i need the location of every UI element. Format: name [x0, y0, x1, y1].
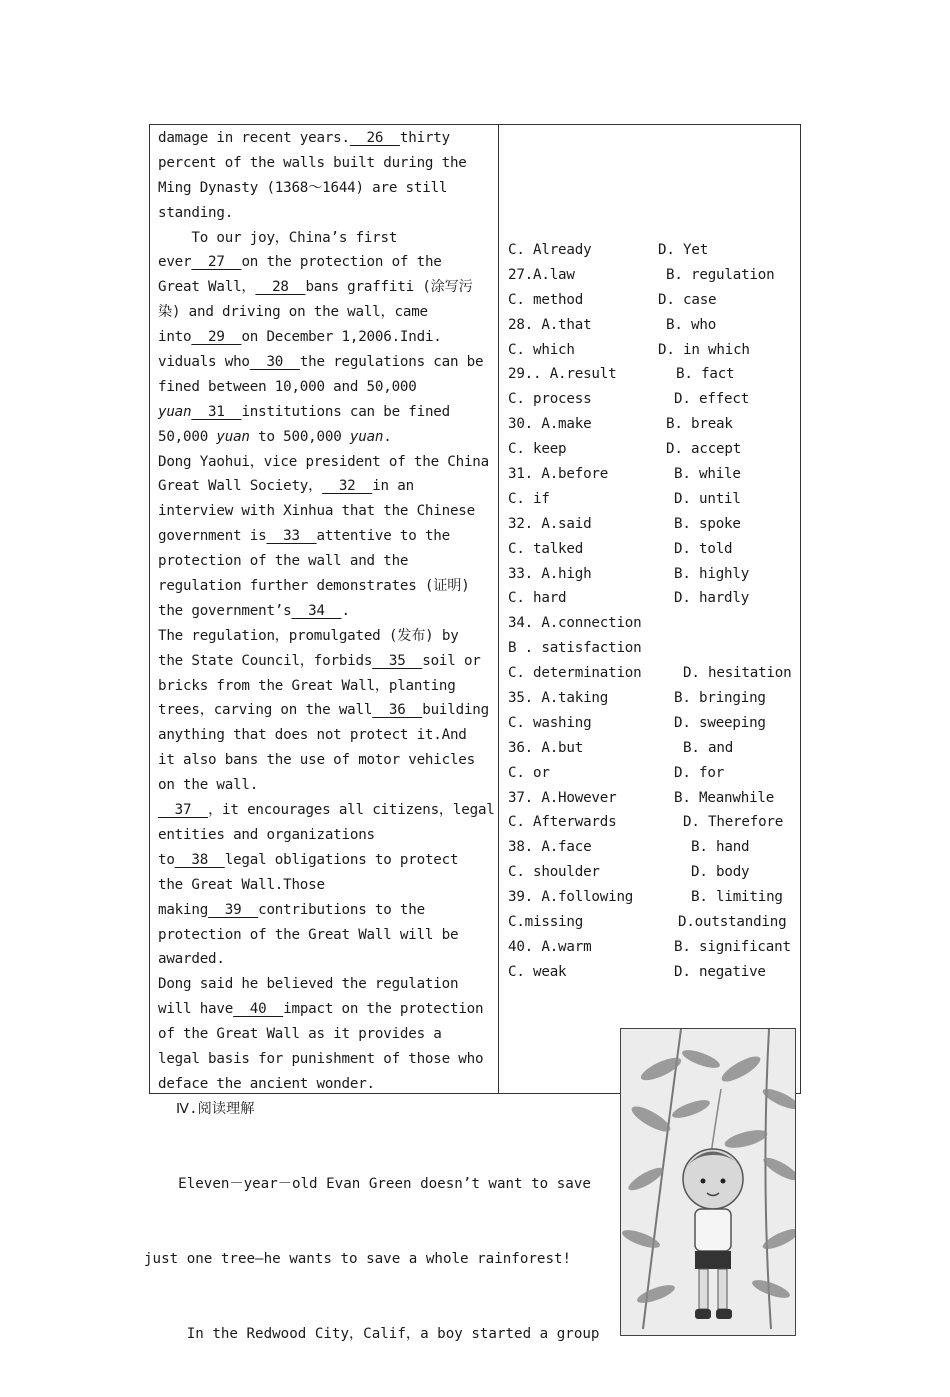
option-row: [508, 611, 798, 636]
option-choice: B. and: [683, 739, 734, 756]
italic-term: yuan: [216, 428, 250, 445]
option-choice: 38. A.face: [508, 839, 592, 856]
option-choice: D. told: [674, 540, 733, 557]
passage-text: bricks from the Great Wall，planting: [158, 677, 456, 694]
passage-line: [158, 1072, 494, 1097]
passage-text: on the protection of the: [241, 254, 442, 271]
blank-number: 36: [372, 702, 423, 719]
passage-text: impact on the protection: [283, 1001, 484, 1018]
passage-line: [158, 599, 494, 624]
passage-text: regulation further demonstrates (证明): [158, 578, 470, 595]
option-choice: D. until: [674, 490, 741, 507]
option-choice: D. Yet: [658, 242, 709, 258]
option-row: [508, 786, 798, 811]
passage-text: Dong Yaohui，vice president of the China: [158, 453, 489, 470]
option-row: [508, 562, 798, 587]
passage-line: [158, 748, 494, 773]
passage-line: [158, 823, 494, 848]
option-row: [508, 835, 798, 860]
option-choice: D. accept: [666, 441, 742, 458]
passage-text: .: [341, 602, 350, 619]
option-row: [508, 960, 798, 985]
passage-text: Great Wall Society，: [158, 478, 323, 495]
section-heading: Ⅳ.阅读理解: [176, 1101, 255, 1117]
option-row: [508, 387, 798, 412]
passage-text: legal basis for punishment of those who: [158, 1050, 484, 1067]
passage-text: Great Wall，: [158, 279, 256, 296]
passage-text: Ming Dynasty (1368～1644) are still: [158, 179, 448, 196]
passage-line: [158, 923, 494, 948]
option-choice: C. which: [508, 341, 575, 358]
passage-text: anything that does not protect it.And: [158, 727, 467, 744]
option-choice: B. spoke: [674, 515, 741, 532]
passage-line: [158, 723, 494, 748]
passage-text: in an: [372, 478, 414, 495]
passage-text: institutions can be fined: [241, 403, 450, 420]
passage-text: into: [158, 329, 192, 346]
passage-text: viduals who: [158, 354, 250, 371]
option-choice: C. or: [508, 764, 550, 781]
passage-line: [158, 574, 494, 599]
passage-text: to: [158, 851, 175, 868]
option-row: [508, 860, 798, 885]
passage-line: [158, 126, 494, 151]
passage-text: the State Council，forbids: [158, 652, 373, 669]
passage-line: [158, 1047, 494, 1072]
passage-text: The regulation，promulgated (发布) by: [158, 627, 459, 644]
blank-number: 37: [158, 802, 209, 819]
passage-line: [158, 798, 494, 823]
option-choice: B. fact: [676, 366, 735, 383]
passage-line: [158, 300, 494, 325]
option-choice: 36. A.but: [508, 739, 584, 756]
option-choice: C. method: [508, 291, 584, 308]
option-choice: 40. A.warm: [508, 938, 592, 955]
answer-options: [508, 238, 798, 985]
passage-line: [158, 674, 494, 699]
blank-number: 38: [174, 851, 225, 868]
passage-text: ，it encourages all citizens，legal: [208, 802, 495, 819]
blank-number: 28: [255, 279, 306, 296]
passage-line: [158, 350, 494, 375]
passage-text: To our joy，China’s first: [158, 229, 398, 246]
blank-number: 40: [233, 1001, 284, 1018]
blank-number: 39: [208, 901, 259, 918]
passage-text: to 500,000: [249, 428, 350, 445]
option-choice: C. Already: [508, 242, 592, 258]
passage-text: percent of the walls built during the: [158, 154, 467, 171]
blank-number: 31: [191, 403, 242, 420]
option-row: [508, 810, 798, 835]
reading-line: In the Redwood City，Calif，a boy started a group: [144, 1326, 600, 1342]
passage-text: fined between 10,000 and 50,000: [158, 378, 417, 395]
option-choice: C. weak: [508, 963, 567, 980]
illustration-boy-with-plants: [620, 1028, 796, 1336]
passage-text: the regulations can be: [299, 354, 484, 371]
passage-line: [158, 947, 494, 972]
option-choice: B. limiting: [691, 889, 783, 906]
option-choice: D. Therefore: [683, 814, 784, 831]
passage-text: contributions to the: [258, 901, 425, 918]
option-choice: 31. A.before: [508, 466, 609, 483]
option-row: [508, 537, 798, 562]
passage-text: building: [422, 702, 489, 719]
passage-text: protection of the wall and the: [158, 553, 409, 570]
passage-text: the government’s: [158, 602, 292, 619]
option-choice: 35. A.taking: [508, 690, 609, 707]
italic-term: yuan: [349, 428, 384, 445]
blank-number: 27: [191, 254, 242, 271]
passage-text: awarded.: [158, 951, 225, 968]
blank-number: 33: [266, 528, 317, 545]
option-choice: D.outstanding: [678, 914, 787, 931]
option-row: [508, 885, 798, 910]
option-choice: D. case: [658, 291, 717, 308]
passage-line: [158, 474, 494, 499]
option-choice: D. hesitation: [683, 665, 792, 682]
option-choice: C. Afterwards: [508, 814, 617, 831]
option-row: [508, 711, 798, 736]
option-choice: 39. A.following: [508, 889, 634, 906]
passage-line: [158, 176, 494, 201]
option-choice: 29.. A.result: [508, 366, 617, 383]
option-choice: B. hand: [691, 839, 750, 856]
passage-text: on December 1,2006.Indi.: [241, 329, 442, 346]
option-choice: B. while: [674, 466, 741, 483]
passage-line: [158, 450, 494, 475]
passage-text: of the Great Wall as it provides a: [158, 1026, 442, 1043]
option-choice: 32. A.said: [508, 515, 592, 532]
passage-line: [158, 873, 494, 898]
option-choice: 30. A.make: [508, 416, 592, 433]
option-row: [508, 288, 798, 313]
reading-line: Eleven－year－old Evan Green doesn’t want to save: [144, 1176, 591, 1192]
option-choice: 34. A.connection: [508, 615, 642, 632]
option-choice: D. hardly: [674, 590, 750, 607]
table-divider: [498, 124, 499, 1094]
option-choice: D. in which: [658, 341, 750, 358]
passage-text: trees，carving on the wall: [158, 702, 373, 719]
passage-line: [158, 226, 494, 251]
option-row: [508, 736, 798, 761]
passage-line: [158, 201, 494, 226]
passage-line: [158, 848, 494, 873]
option-choice: C.missing: [508, 914, 584, 931]
passage-text: 50,000: [158, 428, 217, 445]
passage-line: [158, 250, 494, 275]
option-choice: B. significant: [674, 938, 791, 955]
option-row: [508, 362, 798, 387]
passage-text: interview with Xinhua that the Chinese: [158, 503, 475, 520]
italic-term: yuan: [158, 403, 192, 420]
option-row: [508, 462, 798, 487]
passage-text: bans graffiti (涂写污: [305, 279, 473, 296]
passage-line: [158, 325, 494, 350]
option-row: [508, 437, 798, 462]
option-choice: C. if: [508, 490, 550, 507]
option-row: [508, 238, 798, 263]
option-choice: 27.A.law: [508, 266, 575, 283]
option-row: [508, 761, 798, 786]
option-choice: D. effect: [674, 391, 750, 408]
passage-text: attentive to the: [316, 528, 450, 545]
option-choice: C. hard: [508, 590, 567, 607]
passage-line: [158, 624, 494, 649]
passage-text: Dong said he believed the regulation: [158, 976, 459, 993]
passage-text: will have: [158, 1001, 234, 1018]
passage-line: [158, 649, 494, 674]
reading-line: just one tree—he wants to save a whole rainforest!: [144, 1251, 572, 1267]
option-row: [508, 586, 798, 611]
blank-number: 34: [291, 602, 342, 619]
passage-line: [158, 275, 494, 300]
option-row: [508, 636, 798, 661]
passage-line: [158, 898, 494, 923]
passage-line: [158, 1022, 494, 1047]
option-choice: B. bringing: [674, 690, 766, 707]
passage-text: .: [383, 428, 392, 445]
option-row: [508, 686, 798, 711]
passage-text: it also bans the use of motor vehicles: [158, 752, 475, 769]
option-choice: C. process: [508, 391, 592, 408]
passage-text: legal obligations to protect: [224, 851, 459, 868]
passage-text: government is: [158, 528, 267, 545]
option-row: [508, 512, 798, 537]
option-row: [508, 412, 798, 437]
option-row: [508, 263, 798, 288]
option-choice: 33. A.high: [508, 565, 592, 582]
option-choice: B. who: [666, 316, 717, 333]
passage-text: damage in recent years.: [158, 130, 350, 146]
option-choice: C. determination: [508, 665, 642, 682]
option-choice: C. shoulder: [508, 864, 600, 881]
option-choice: 28. A.that: [508, 316, 592, 333]
option-choice: B. regulation: [666, 266, 775, 283]
reading-passage: [144, 1122, 604, 1397]
option-row: [508, 487, 798, 512]
option-choice: D. sweeping: [674, 714, 766, 731]
blank-number: 26: [349, 130, 400, 146]
blank-number: 29: [191, 329, 242, 346]
passage-text: the Great Wall.Those: [158, 876, 325, 893]
option-row: [508, 313, 798, 338]
passage-text: deface the ancient wonder.: [158, 1075, 375, 1092]
option-choice: B. break: [666, 416, 733, 433]
passage-line: [158, 997, 494, 1022]
blank-number: 35: [372, 652, 423, 669]
passage-text: ever: [158, 254, 192, 271]
option-row: [508, 935, 798, 960]
passage-line: [158, 151, 494, 176]
option-row: [508, 661, 798, 686]
option-choice: D. for: [674, 764, 725, 781]
passage-line: [158, 524, 494, 549]
option-row: [508, 338, 798, 363]
option-choice: B. Meanwhile: [674, 789, 775, 806]
blank-number: 32: [322, 478, 373, 495]
passage-text: entities and organizations: [158, 826, 375, 843]
option-choice: C. keep: [508, 441, 567, 458]
option-row: [508, 910, 798, 935]
option-choice: B . satisfaction: [508, 640, 642, 657]
passage-line: [158, 549, 494, 574]
passage-line: [158, 698, 494, 723]
option-choice: D. body: [691, 864, 750, 881]
passage-line: [158, 499, 494, 524]
passage-line: [158, 400, 494, 425]
cloze-passage: [158, 126, 494, 1097]
illustration-drawing: [621, 1029, 796, 1336]
passage-text: standing.: [158, 204, 234, 221]
blank-number: 30: [249, 354, 300, 371]
option-choice: 37. A.However: [508, 789, 617, 806]
passage-line: [158, 773, 494, 798]
passage-text: making: [158, 901, 209, 918]
passage-text: protection of the Great Wall will be: [158, 926, 459, 943]
passage-line: [158, 375, 494, 400]
passage-text: thirty: [399, 130, 450, 146]
passage-text: on the wall.: [158, 777, 259, 794]
passage-text: soil or: [422, 652, 481, 669]
passage-line: [158, 425, 494, 450]
passage-text: 染) and driving on the wall，came: [158, 304, 428, 321]
option-choice: D. negative: [674, 963, 766, 980]
option-choice: B. highly: [674, 565, 750, 582]
option-choice: C. talked: [508, 540, 584, 557]
option-choice: C. washing: [508, 714, 592, 731]
passage-line: [158, 972, 494, 997]
